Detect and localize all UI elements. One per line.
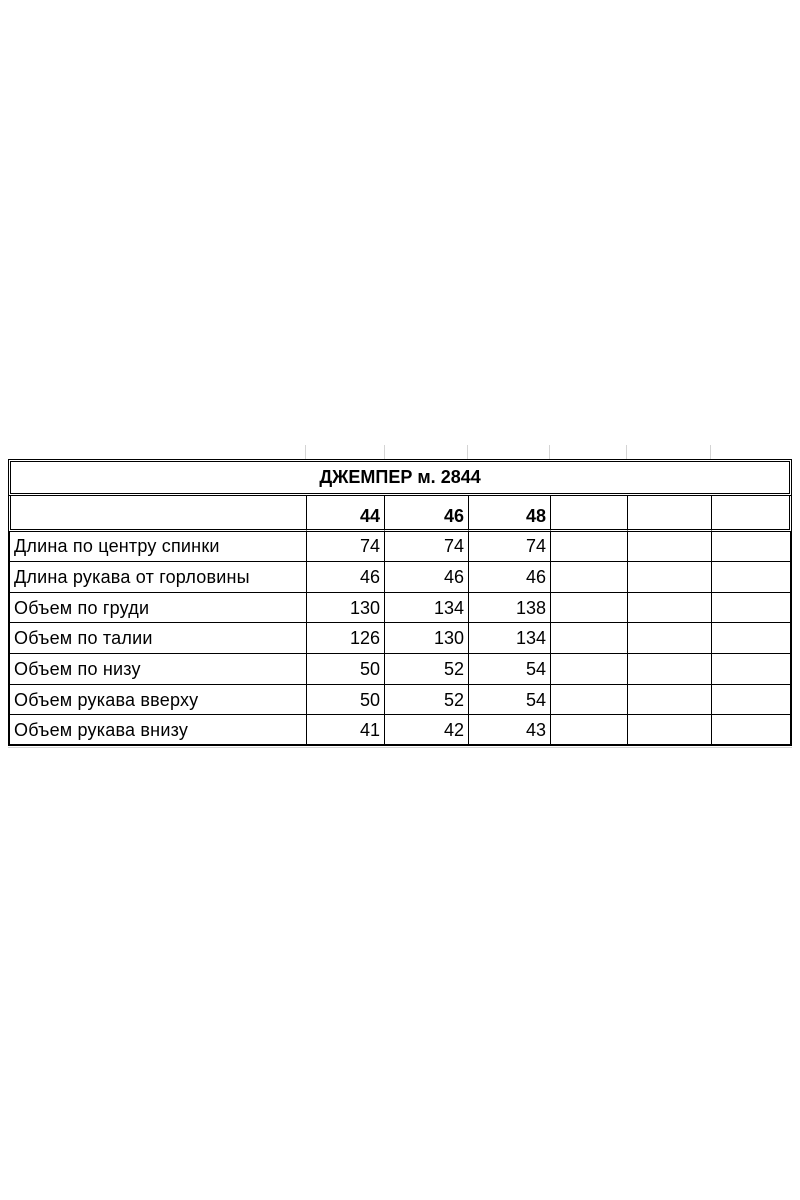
sheet-gridline-bottom bbox=[8, 747, 792, 748]
empty-cell bbox=[550, 532, 627, 563]
measurement-value: 43 bbox=[468, 715, 550, 746]
measurement-label: Объем по талии bbox=[8, 623, 306, 654]
measurement-value: 46 bbox=[468, 562, 550, 593]
measurement-value: 54 bbox=[468, 654, 550, 685]
empty-cell bbox=[627, 623, 711, 654]
size-header-48: 48 bbox=[468, 496, 550, 532]
empty-cell bbox=[627, 593, 711, 624]
table-row bbox=[8, 715, 792, 746]
empty-cell bbox=[627, 715, 711, 746]
empty-cell bbox=[627, 532, 711, 563]
measurement-label: Объем рукава внизу bbox=[8, 715, 306, 746]
measurement-label: Объем рукава вверху bbox=[8, 685, 306, 716]
measurement-value: 50 bbox=[306, 654, 384, 685]
empty-cell bbox=[711, 562, 792, 593]
empty-cell bbox=[550, 654, 627, 685]
measurement-label: Длина рукава от горловины bbox=[8, 562, 306, 593]
measurement-value: 50 bbox=[306, 685, 384, 716]
empty-cell bbox=[711, 715, 792, 746]
empty-cell bbox=[627, 685, 711, 716]
empty-cell bbox=[711, 623, 792, 654]
empty-cell bbox=[711, 654, 792, 685]
measurement-value: 52 bbox=[384, 685, 468, 716]
measurement-label: Длина по центру спинки bbox=[8, 532, 306, 563]
table-row bbox=[8, 654, 792, 685]
measurement-value: 138 bbox=[468, 593, 550, 624]
table-row bbox=[8, 593, 792, 624]
measurement-value: 41 bbox=[306, 715, 384, 746]
empty-cell bbox=[550, 715, 627, 746]
sheet-gridlines-top bbox=[8, 445, 792, 459]
empty-cell bbox=[550, 623, 627, 654]
empty-cell bbox=[550, 562, 627, 593]
measurement-label: Объем по груди bbox=[8, 593, 306, 624]
empty-cell bbox=[550, 593, 627, 624]
table-row bbox=[8, 562, 792, 593]
measurement-value: 134 bbox=[468, 623, 550, 654]
measurement-value: 134 bbox=[384, 593, 468, 624]
size-header-empty bbox=[627, 496, 711, 532]
size-header-empty bbox=[550, 496, 627, 532]
measurement-value: 130 bbox=[384, 623, 468, 654]
measurement-value: 74 bbox=[306, 532, 384, 563]
empty-cell bbox=[627, 562, 711, 593]
measurement-value: 54 bbox=[468, 685, 550, 716]
measurement-value: 52 bbox=[384, 654, 468, 685]
empty-cell bbox=[711, 593, 792, 624]
empty-cell bbox=[711, 685, 792, 716]
size-chart-table bbox=[8, 459, 792, 746]
size-header-46: 46 bbox=[384, 496, 468, 532]
table-title: ДЖЕМПЕР м. 2844 bbox=[8, 459, 792, 496]
measurement-label: Объем по низу bbox=[8, 654, 306, 685]
measurement-value: 46 bbox=[306, 562, 384, 593]
measurement-value: 126 bbox=[306, 623, 384, 654]
size-header-empty bbox=[711, 496, 792, 532]
empty-cell bbox=[627, 654, 711, 685]
measurement-value: 46 bbox=[384, 562, 468, 593]
empty-cell bbox=[711, 532, 792, 563]
measurement-value: 74 bbox=[384, 532, 468, 563]
size-header-44: 44 bbox=[306, 496, 384, 532]
title-row bbox=[8, 459, 792, 496]
size-header-row bbox=[8, 496, 792, 532]
table-row bbox=[8, 623, 792, 654]
measurement-value: 42 bbox=[384, 715, 468, 746]
measurement-value: 130 bbox=[306, 593, 384, 624]
table-row bbox=[8, 532, 792, 563]
empty-cell bbox=[550, 685, 627, 716]
measurement-value: 74 bbox=[468, 532, 550, 563]
size-header-blank bbox=[8, 496, 306, 532]
table-row bbox=[8, 685, 792, 716]
